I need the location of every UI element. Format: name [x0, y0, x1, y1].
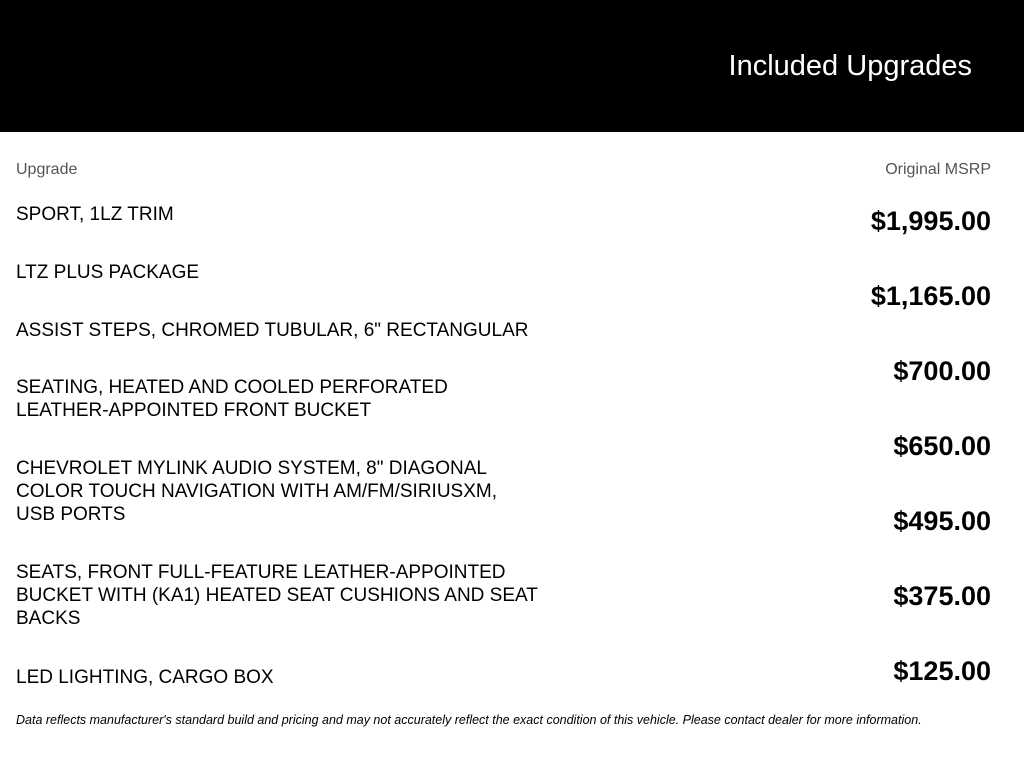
price-value: $650.00	[893, 431, 991, 461]
price-value: $125.00	[893, 656, 991, 686]
price-value: $1,165.00	[870, 281, 991, 311]
price-value: $1,995.00	[870, 206, 991, 236]
disclaimer-text: Data reflects manufacturer's standard build and pricing and may not accurately reflect the exact condition of this vehicle. Please contact dealer for more information.	[16, 713, 922, 727]
upgrade-column-header: Upgrade	[16, 161, 78, 178]
upgrade-name: SPORT, 1LZ TRIM	[16, 204, 174, 225]
upgrade-name: SEATS, FRONT FULL-FEATURE LEATHER-APPOINTED BUCKET WITH (KA1) HEATED SEAT CUSHIONS AND SEAT BACKS	[16, 562, 538, 629]
upgrade-name: LTZ PLUS PACKAGE	[16, 262, 200, 283]
upgrade-name: ASSIST STEPS, CHROMED TUBULAR, 6" RECTANGULAR	[16, 320, 529, 341]
upgrade-name: SEATING, HEATED AND COOLED PERFORATED LEATHER-APPOINTED FRONT BUCKET	[16, 377, 448, 421]
price-value: $495.00	[893, 506, 991, 536]
header-bar	[0, 0, 1024, 132]
page-title: Included Upgrades	[728, 50, 972, 82]
price-value: $700.00	[893, 356, 991, 386]
msrp-column-header: Original MSRP	[885, 161, 991, 178]
upgrade-name: LED LIGHTING, CARGO BOX	[16, 667, 274, 688]
upgrade-name: CHEVROLET MYLINK AUDIO SYSTEM, 8" DIAGONAL COLOR TOUCH NAVIGATION WITH AM/FM/SIRIUSXM, USB PORTS	[16, 458, 498, 525]
price-value: $375.00	[893, 581, 991, 611]
